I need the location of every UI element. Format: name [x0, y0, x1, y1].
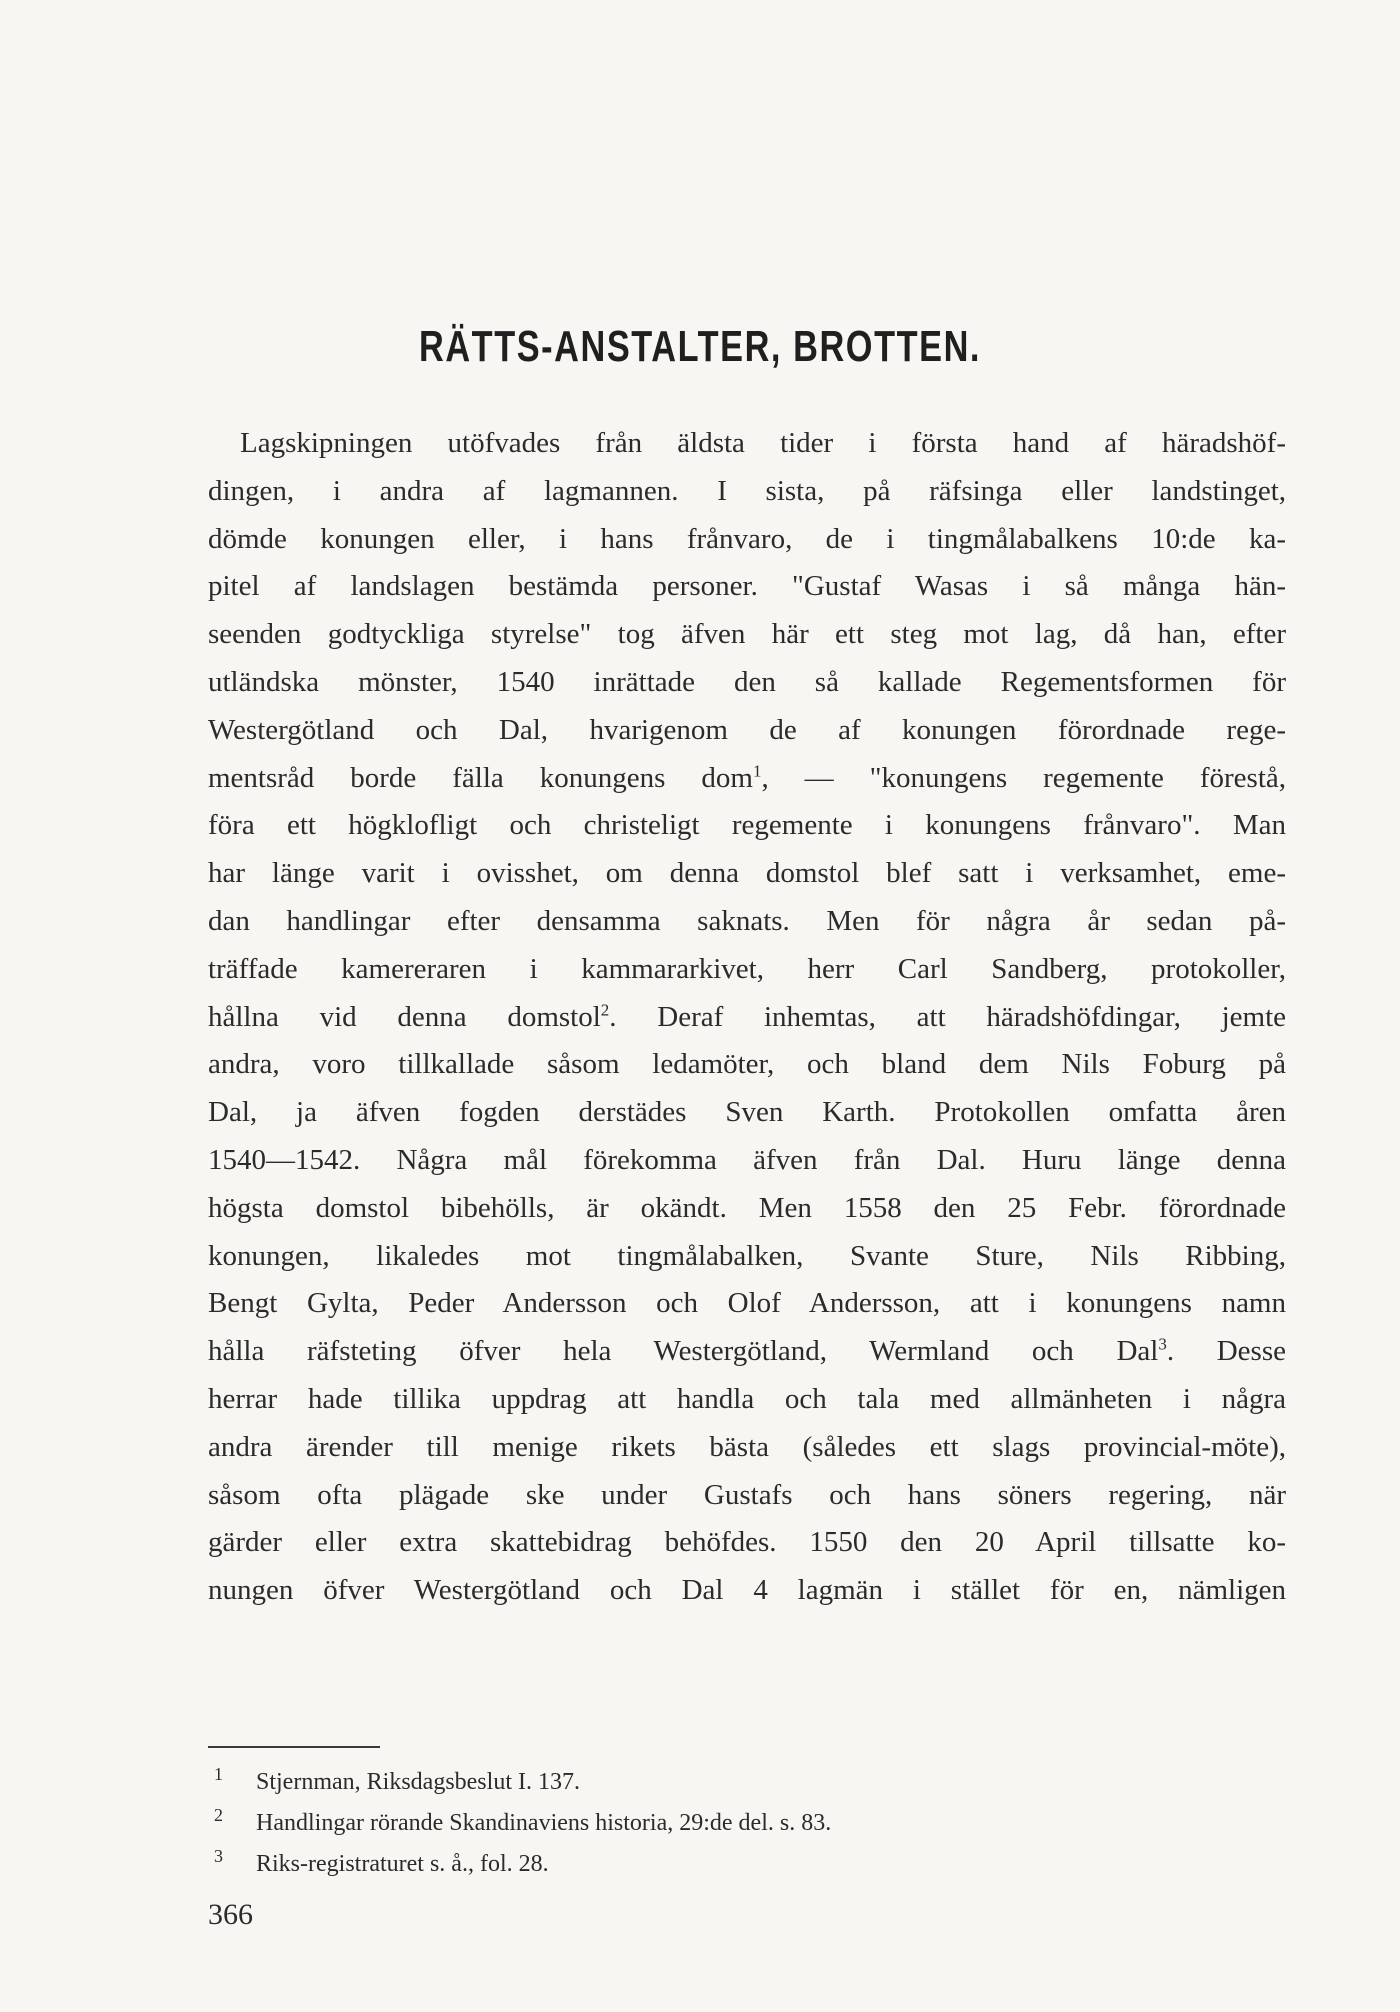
text-line: andra, voro tillkallade såsom ledamöter, och bland dem Nils Foburg på	[208, 1048, 1286, 1081]
text-line	[208, 994, 1286, 1042]
text-segment: . Deraf inhemtas, att häradshöfdingar, jemte	[609, 1000, 1286, 1033]
text-line: dömde konungen eller, i hans frånvaro, de i tingmålabalkens 10:de ka-	[208, 522, 1286, 555]
footnote-reference: 3	[1158, 1334, 1167, 1354]
footnote-text: Handlingar rörande Skandinaviens historia, 29:de del. s. 83.	[256, 1810, 832, 1836]
text-line: herrar hade tillika uppdrag att handla och tala med allmänheten i några	[208, 1382, 1286, 1415]
text-segment: , — "konungens regemente förestå,	[761, 761, 1286, 794]
text-line	[208, 1328, 1286, 1376]
text-line: gärder eller extra skattebidrag behöfdes. 1550 den 20 April tillsatte ko-	[208, 1526, 1286, 1559]
text-line	[208, 755, 1286, 803]
text-segment: . Desse	[1166, 1335, 1286, 1368]
footnote-separator	[208, 1746, 380, 1748]
footnote-item: 3 Riks-registraturet s. å., fol. 28.	[214, 1846, 549, 1877]
text-line: pitel af landslagen bestämda personer. "Gustaf Wasas i så många hän-	[208, 570, 1286, 603]
text-line: högsta domstol bibehölls, är okändt. Men 1558 den 25 Febr. förordnade	[208, 1191, 1286, 1224]
text-segment: mentsråd borde fälla konungens dom	[208, 761, 753, 794]
text-segment: hållna vid denna domstol	[208, 1000, 601, 1033]
text-line: dingen, i andra af lagmannen. I sista, på räfsinga eller landstinget,	[208, 474, 1286, 507]
text-segment: hålla räfsteting öfver hela Westergötland, Wermland och Dal	[208, 1335, 1159, 1368]
text-line: Dal, ja äfven fogden derstädes Sven Karth. Protokollen omfatta åren	[208, 1096, 1286, 1129]
footnote-reference: 2	[600, 999, 610, 1019]
text-line: andra ärender till menige rikets bästa (således ett slags provincial-möte),	[208, 1430, 1286, 1463]
footnote-item: 2 Handlingar rörande Skandinaviens historia, 29:de del. s. 83.	[214, 1805, 832, 1836]
footnotes	[214, 1762, 831, 1885]
footnote-item: 1 Stjernman, Riksdagsbeslut I. 137.	[214, 1764, 580, 1795]
text-line: Westergötland och Dal, hvarigenom de af konungen förordnade rege-	[208, 713, 1286, 746]
text-line: konungen, likaledes mot tingmålabalken, Svante Sture, Nils Ribbing,	[208, 1239, 1286, 1272]
text-line: har länge varit i ovisshet, om denna domstol blef satt i verksamhet, eme-	[208, 857, 1286, 890]
text-line: 1540—1542. Några mål förekomma äfven från Dal. Huru länge denna	[208, 1143, 1286, 1176]
text-line: nungen öfver Westergötland och Dal 4 lagmän i stället för en, nämligen	[208, 1574, 1286, 1607]
footnote-text: Riks-registraturet s. å., fol. 28.	[256, 1851, 549, 1877]
text-line: seenden godtyckliga styrelse" tog äfven här ett steg mot lag, då han, efter	[208, 618, 1286, 651]
text-line: Bengt Gylta, Peder Andersson och Olof Andersson, att i konungens namn	[208, 1287, 1286, 1320]
footnote-reference: 1	[752, 760, 762, 780]
body-paragraph	[208, 420, 1286, 1615]
text-line: föra ett högklofligt och christeligt regemente i konungens frånvaro". Man	[208, 809, 1286, 842]
text-line: Lagskipningen utöfvades från äldsta tider i första hand af häradshöf-	[240, 427, 1286, 459]
footnote-text: Stjernman, Riksdagsbeslut I. 137.	[256, 1769, 580, 1795]
text-line: såsom ofta plägade ske under Gustafs och hans söners regering, när	[208, 1478, 1286, 1511]
text-line: dan handlingar efter densamma saknats. Men för några år sedan på-	[208, 904, 1286, 937]
page-number: 366	[208, 1898, 253, 1931]
text-line: utländska mönster, 1540 inrättade den så kallade Regementsformen för	[208, 665, 1286, 698]
text-line: träffade kamereraren i kammararkivet, herr Carl Sandberg, protokoller,	[208, 952, 1286, 985]
chapter-heading: RÄTTS-ANSTALTER, BROTTEN.	[418, 322, 982, 371]
